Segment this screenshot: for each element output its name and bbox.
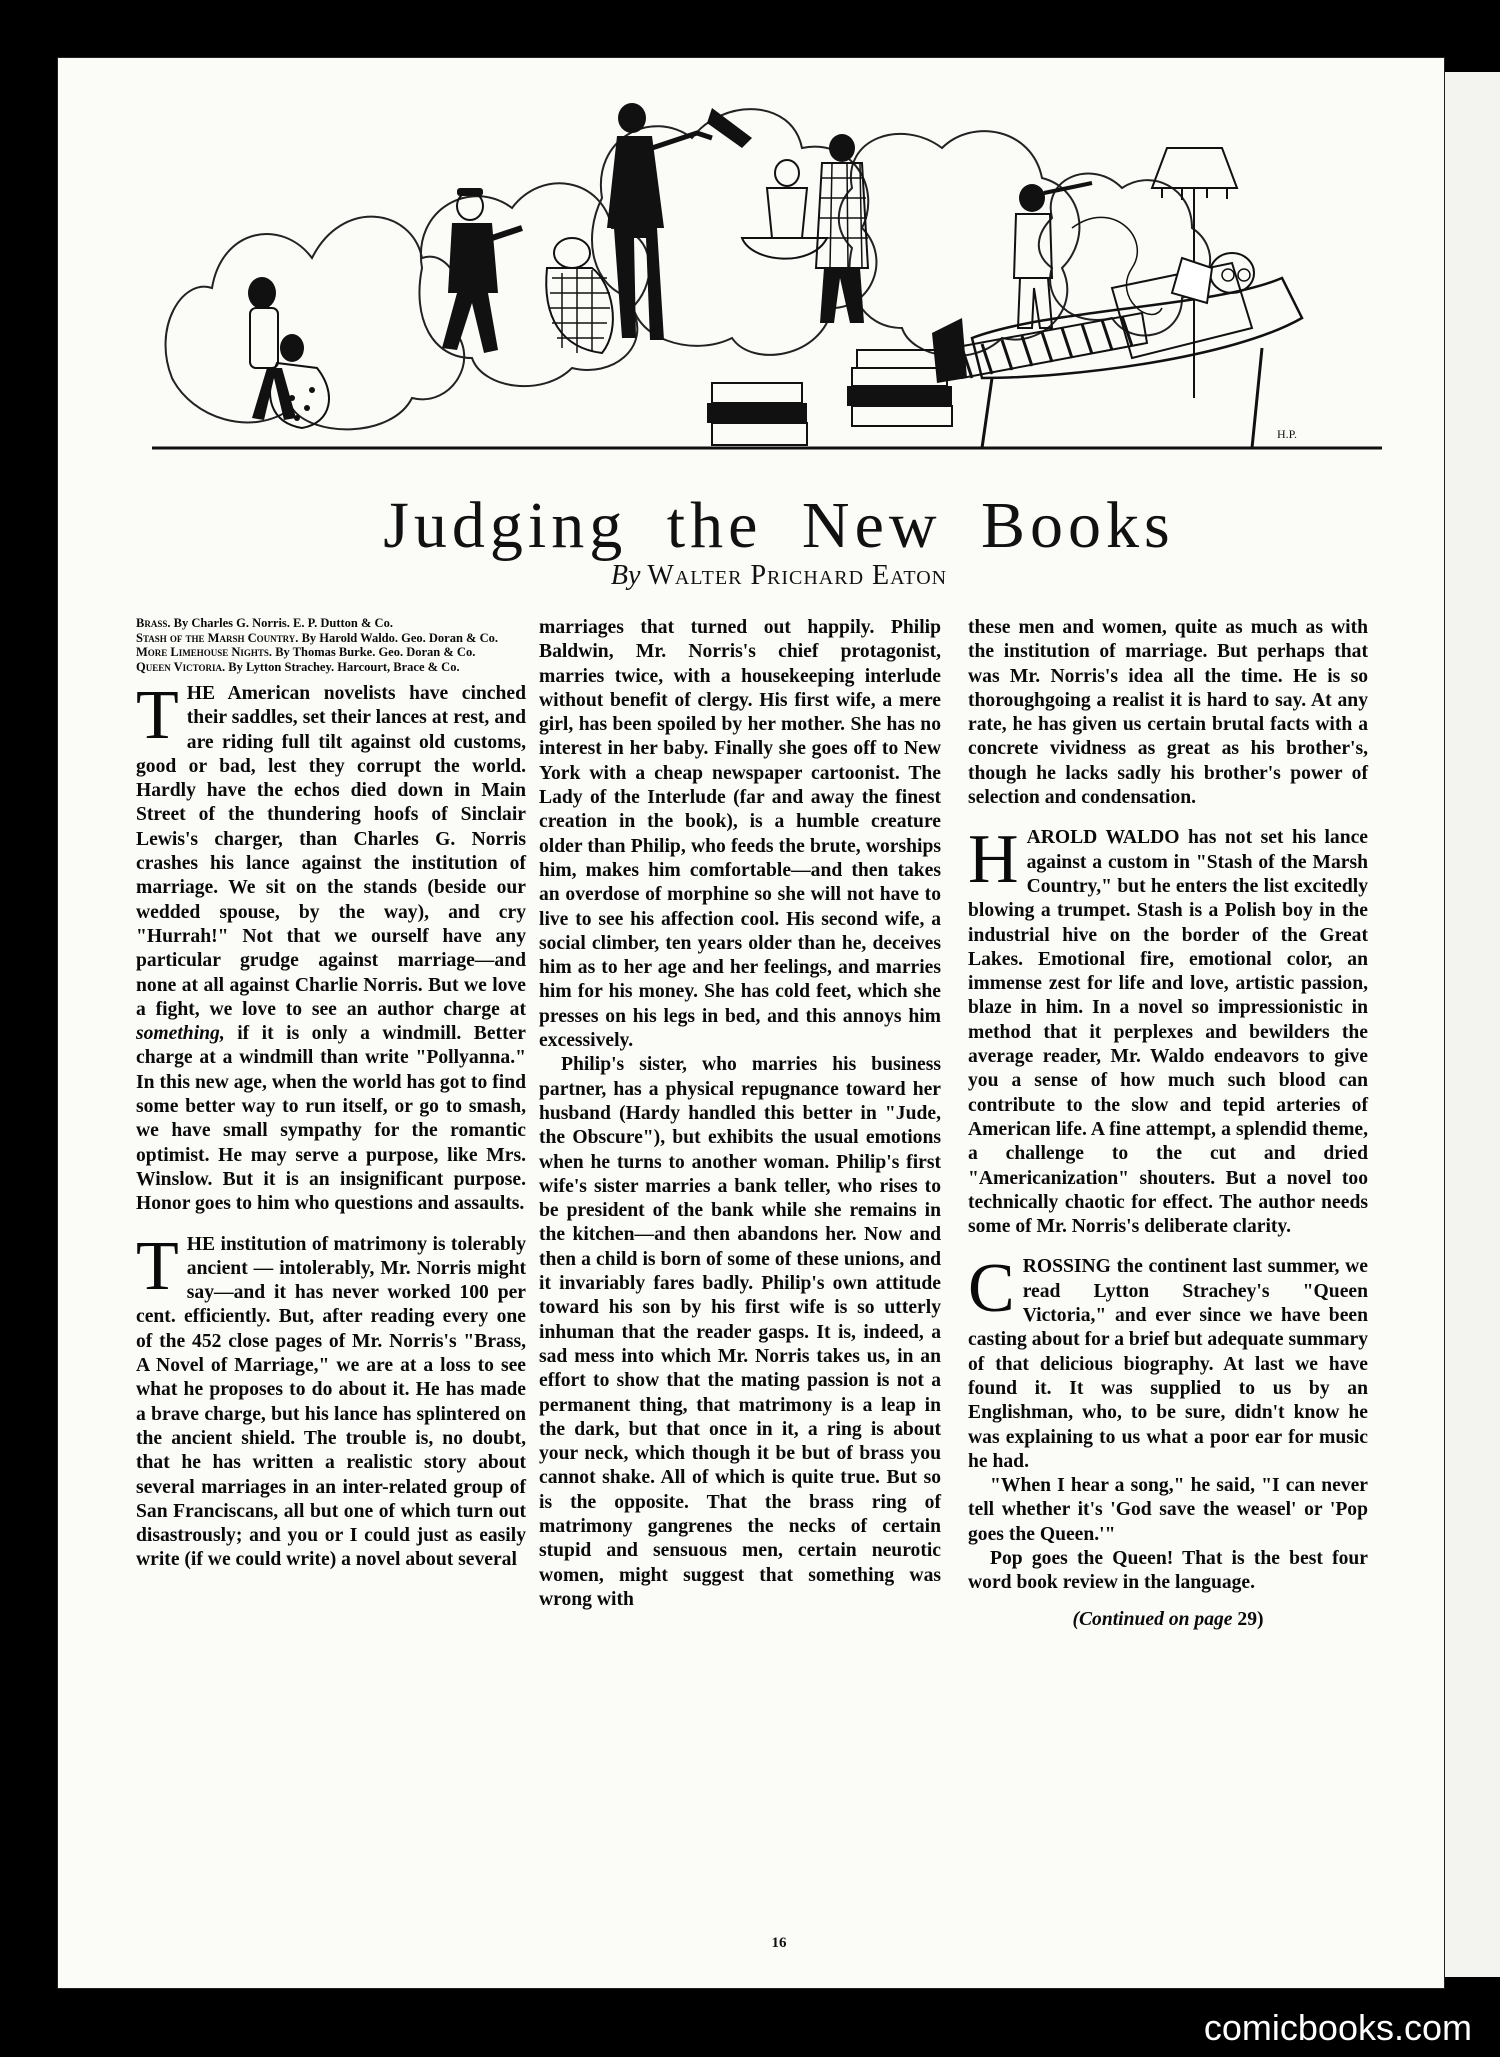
article-title: Judging the New Books <box>383 489 1175 562</box>
paragraph: "When I hear a song," he said, "I can never tell whether it's 'God save the weasel' or 'Pop goes the Queen.'" <box>968 1475 1368 1545</box>
reader-daydream-drawing <box>152 78 1382 450</box>
paragraph: CROSSING the continent last summer, we read Lytton Strachey's "Queen Victoria," and ever since we have been casting about for a brief but adequate summary of that delicious biography. At last we have found it. It was supplied to us by an Englishman, who, to be sure, didn't know he was explaining to us what a poor ear for music he had. <box>968 1250 1368 1472</box>
drop-cap: T <box>136 677 179 754</box>
artist-initials: H.P. <box>1277 427 1298 441</box>
book-title: More Limehouse Nights. <box>136 645 273 659</box>
book-title: Queen Victoria. <box>136 659 226 674</box>
book-info: By Thomas Burke. Geo. Doran & Co. <box>272 645 476 659</box>
paragraph: Philip's sister, who marries his business partner, has a physical repugnance toward her husband (Hardy handled this better in "Jude, the Obscure"), but exhibits the usual emotions when he turns to another woman. Philip's first wife's sister marries a bank teller, who rises to be president of the bank while she remains in the kitchen—and then abandons her. Now and then a child is born of some of these unions, and it invariably fares badly. Philip's own attitude toward his son by his first wife is so utterly inhuman that the reader gasps. It is, indeed, a sad mess into which Mr. Norris takes us, in an effort to show that the mating passion is not a permanent thing, that matrimony is a leap in the dark, but that once in it, a ring is about your neck, which though it be but of brass you cannot shake. All of which is quite true. But so is the opposite. That the brass ring of matrimony gangrenes the necks of certain stupid and sensuous men, certain neurotic women, might suggest that something was wrong with <box>539 1054 941 1610</box>
column-1 <box>136 616 526 1573</box>
paragraph: these men and women, quite as much as with the institution of marriage. But perhaps that was Mr. Norris's idea all the time. He is so thoroughgoing a realist it is hard to say. At any rate, he has given us certain brutal facts with a concrete vividness as great as his brother's, though he lacks sadly his brother's power of selection and condensation. <box>968 617 1368 809</box>
next-page-edge <box>1444 72 1500 1977</box>
book-entry <box>136 631 526 646</box>
byline-prefix: By <box>610 560 641 591</box>
byline <box>58 560 1500 592</box>
book-entry <box>136 660 526 675</box>
book-info: By Harold Waldo. Geo. Doran & Co. <box>298 630 498 645</box>
drop-cap: T <box>136 1227 179 1305</box>
watermark: comicbooks.com <box>1203 2007 1472 2048</box>
paragraph: Pop goes the Queen! That is the best four word book review in the language. <box>968 1547 1368 1594</box>
paragraph: THE institution of matrimony is tolerably ancient — intolerably, Mr. Norris might say—and it has never worked 100 per cent. efficiently. But, after reading every one of the 452 close pages of Mr. Norris's "Brass, A Novel of Marriage," we are at a loss to see what he proposes to do about it. He has made a brave charge, but his lance has splintered on the ancient shield. The trouble is, no doubt, that he has written a realistic story about several marriages in an inter-related group of San Franciscans, all but one of which turn out disastrously; and you or I could just as easily write (if we could write) a novel about several <box>136 1227 526 1571</box>
book-info: By Lytton Strachey. Harcourt, Brace & Co. <box>225 659 460 674</box>
books-reviewed-list <box>136 616 526 674</box>
paragraph: THE American novelists have cinched their saddles, set their lances at rest, and are riding full tilt against old customs, good or bad, lest they corrupt the world. Hardly have the echos died down in Main Street of the thundering hoofs of Sinclair Lewis's charger, than Charles G. Norris crashes his lance against the institution of marriage. We sit on the stands (beside our wedded spouse, by the way), and cry "Hurrah!" Not that we ourself have any particular grudge against marriage—and none at all against Charlie Norris. But we love a fight, we love to see an author charge at something, if it is only a windmill. Better charge at a windmill than write "Pollyanna." In this new age, when the world has got to find some better way to run itself, or go to smash, we have small sympathy for the romantic optimist. He may serve a purpose, like Mrs. Winslow. But it is an insignificant purpose. Honor goes to him who questions and assaults. <box>136 677 526 1215</box>
book-info: By Charles G. Norris. E. P. Dutton & Co. <box>170 616 393 630</box>
paragraph: HAROLD WALDO has not set his lance against a custom in "Stash of the Marsh Country," but he enters the list excitedly blowing a trumpet. Stash is a Polish boy in the industrial hive on the border of the Great Lakes. Emotional fire, emotional color, an immense zest for life and love, artistic passion, blaze in him. In a novel so impressionistic in method that it perplexes and bewilders the average reader, Mr. Waldo endeavors to give you a sense of how much such blood can contribute to the slow and tepid arteries of American life. A fine attempt, a splendid theme, a challenge to the cut and dried "Americanization" shouters. But a novel too technically chaotic for effect. The author needs some of Mr. Norris's deliberate clarity. <box>968 821 1368 1238</box>
drop-cap: C <box>968 1250 1015 1328</box>
book-title: Stash of the Marsh Country. <box>136 630 299 645</box>
book-entry <box>136 645 526 660</box>
book-title: Brass. <box>136 616 171 630</box>
header-illustration <box>152 78 1382 450</box>
column-3 <box>968 616 1368 1632</box>
book-entry <box>136 616 526 631</box>
paragraph: marriages that turned out happily. Philip Baldwin, Mr. Norris's chief protagonist, marries twice, with a housekeeping interlude without benefit of clergy. His first wife, a mere girl, has been spoiled by her mother. She has no interest in her baby. Finally she goes off to New York with a cheap newspaper cartoonist. The Lady of the Interlude (far and away the finest creation in the book), is a humble creature older than Philip, who feeds the brute, worships him, makes him comfortable—and then takes an overdose of morphine so she will not have to live to see his affection cool. His second wife, a social climber, ten years older than he, deceives him as to her age and her feelings, and marries him for his money. She has cold feet, which she presses on his legs in bed, and this annoys him excessively. <box>539 617 941 1052</box>
page-number: 16 <box>771 1935 787 1951</box>
column-2 <box>539 616 941 1612</box>
drop-cap: H <box>968 821 1019 899</box>
continued-note: (Continued on page 29) <box>1072 1608 1264 1630</box>
author-name: Walter Prichard Eaton <box>647 560 948 591</box>
